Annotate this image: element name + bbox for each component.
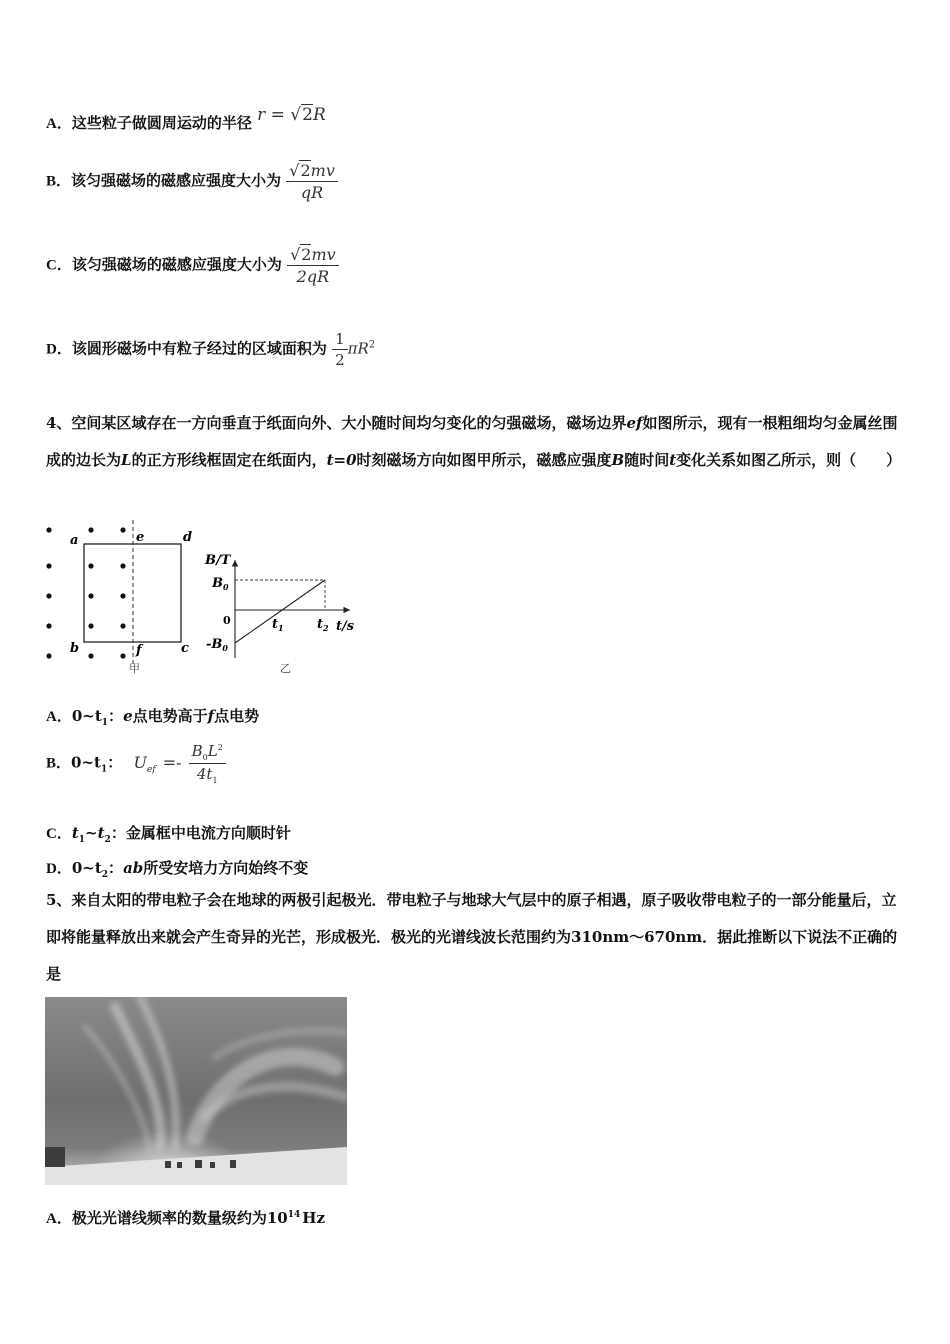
label-b: b [70, 641, 80, 656]
q5-option-a: A．极光光谱线频率的数量级约为$10^{14}$ Hz [46, 1209, 325, 1227]
q3-option-b: B．该匀强磁场的磁感应强度大小为 $\frac{√2mv}{qR}$ [46, 161, 338, 202]
q4-figure-graph [200, 546, 365, 678]
q4-option-d: D．$0\sim t_2$：ab所受安培力方向始终不变 [46, 859, 309, 880]
t1-label: $t_1$ [272, 617, 284, 633]
b-line [235, 580, 325, 643]
b0-label: $B_0$ [212, 576, 229, 592]
q3-c-fraction: $\frac{√2mv}{2qR}$ [287, 245, 339, 286]
caption-jia: 甲 [129, 662, 140, 675]
x-axis-label: t/s [336, 619, 355, 634]
q4-stem: 4、空间某区域存在一方向垂直于纸面向外、大小随时间均匀变化的匀强磁场，磁场边界ef如图所示，现有一根粗细均匀金属丝围成的边长为L的正方形线框固定在纸面内，t=0时刻磁场方向如图甲所示，磁感应强度B随时间t变化关系如图乙所示，则（ ） [46, 414, 902, 469]
q3-option-c: C．该匀强磁场的磁感应强度大小为 $\frac{√2mv}{2qR}$ [46, 245, 339, 286]
t2-label: $t_2$ [317, 617, 329, 633]
q3-option-d: D．该圆形磁场中有粒子经过的区域面积为 $\frac{1}{2}$ $\pi R^2$ [46, 330, 376, 369]
magnetic-field-dots [46, 527, 125, 658]
aurora-photo [45, 997, 347, 1185]
label-a: a [70, 533, 79, 548]
q4-figure-loop [40, 518, 200, 678]
q5-stem: 5、来自太阳的带电粒子会在地球的两极引起极光．带电粒子与地球大气层中的原子相遇，原子吸收带电粒子的一部分能量后，立即将能量释放出来就会产生奇异的光芒，形成极光．极光的光谱线波长范围约为310nm～670nm．据此推断以下说法不正确的是 [46, 891, 898, 983]
q4-b-fraction: $\frac{B_0L^2}{4t_1}$ [189, 742, 226, 785]
q4-option-a: A．$0\sim t_1$：e点电势高于f点电势 [46, 707, 260, 728]
caption-yi: 乙 [280, 662, 291, 675]
label-f: f [136, 643, 142, 658]
label-d: d [183, 530, 193, 545]
neg-b0-label: $-B_0$ [206, 637, 228, 653]
label-e: e [136, 530, 145, 545]
q3-b-fraction: $\frac{√2mv}{qR}$ [286, 161, 338, 202]
q3-d-fraction: $\frac{1}{2}$ [332, 330, 348, 369]
q4-option-c: C．$t_1\sim t_2$：金属框中电流方向顺时针 [46, 824, 291, 845]
q3-a-formula: r = √2R [257, 105, 326, 125]
origin-label: 0 [223, 614, 231, 627]
q4-option-b: B．$0\sim t_1$： $U_{ef}$ =- $\frac{B_0L^2}{4t_1}$ [46, 742, 226, 785]
q4-b-formula: $U_{ef}$ =- [133, 752, 182, 775]
y-axis-label: B/T [205, 553, 231, 568]
label-c: c [181, 641, 189, 656]
q3-option-a: A．这些粒子做圆周运动的半径 r = √2R [46, 105, 326, 132]
